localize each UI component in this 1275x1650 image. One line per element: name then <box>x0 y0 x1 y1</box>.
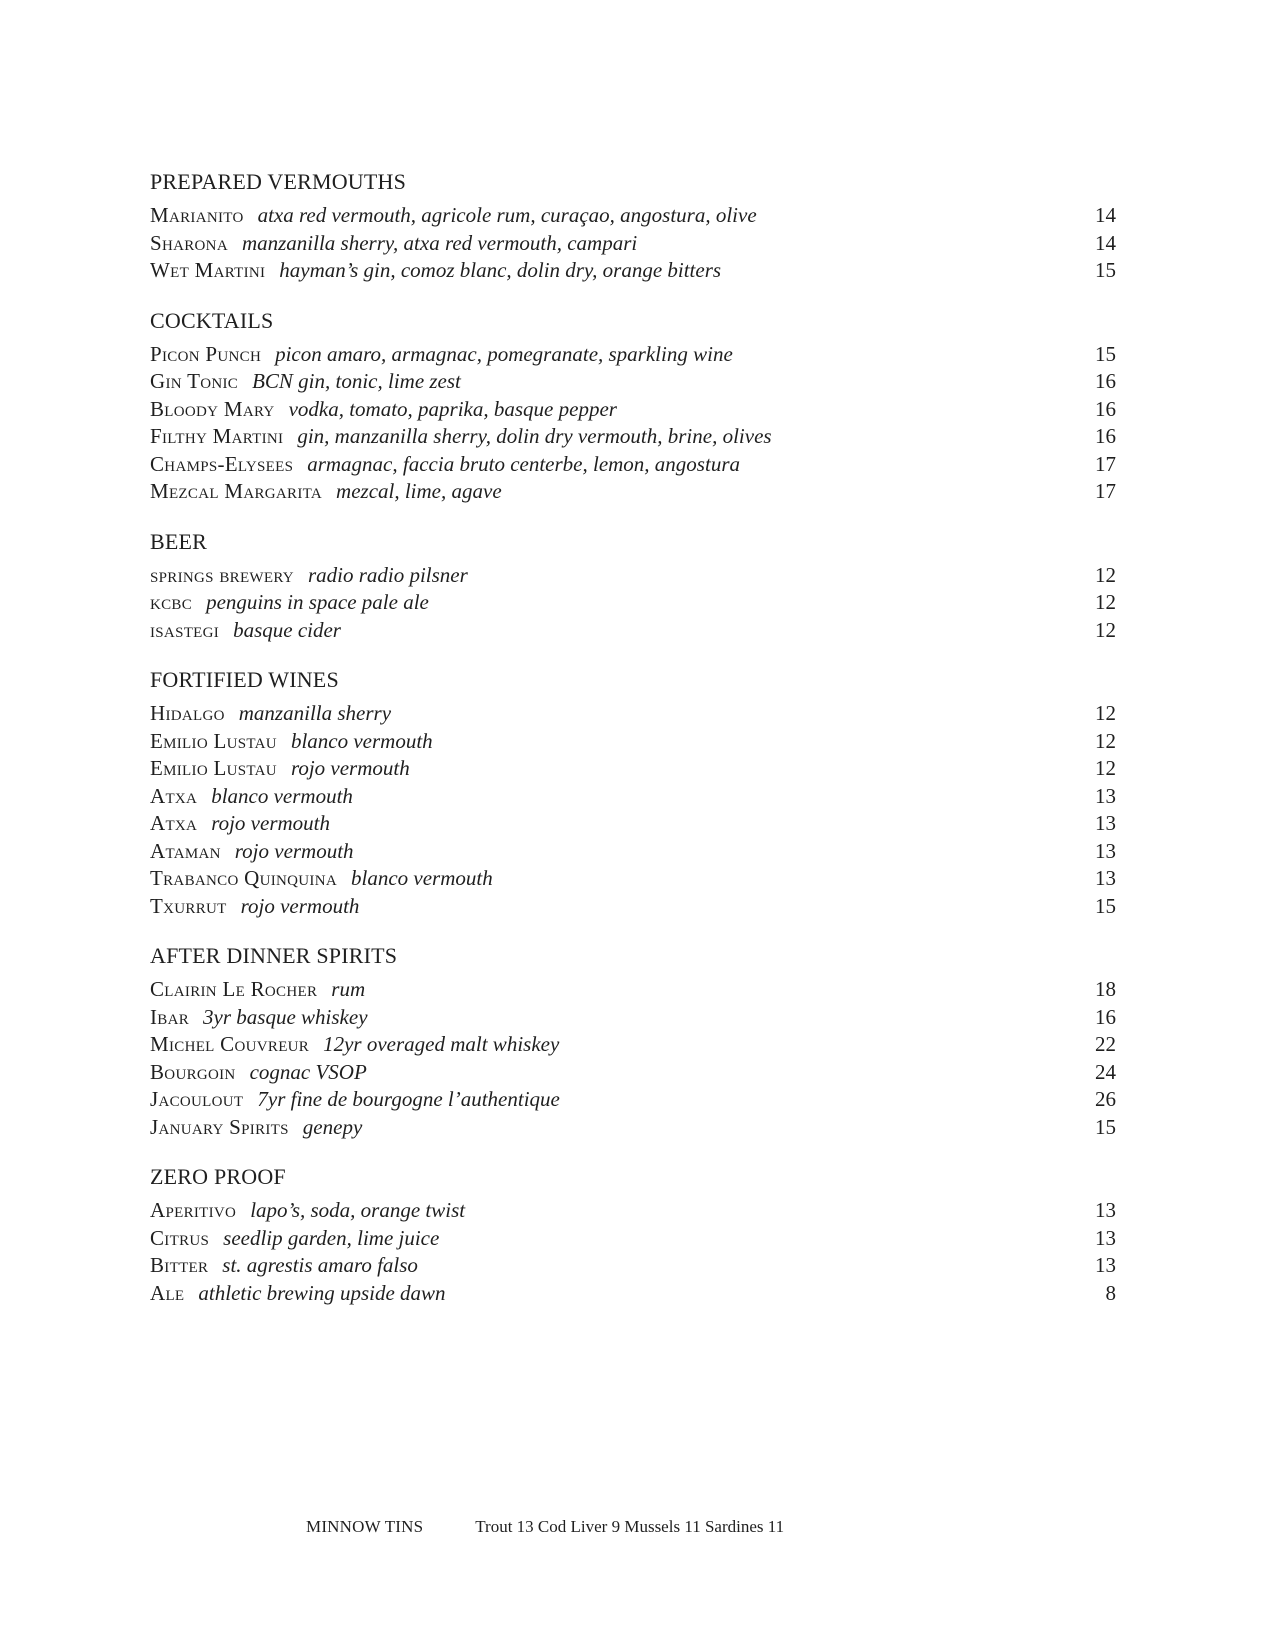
item-price: 12 <box>1095 590 1116 614</box>
item-name: Clairin Le Rocher <box>150 977 318 1001</box>
item-description: athletic brewing upside dawn <box>198 1280 446 1305</box>
menu-item <box>150 589 1116 617</box>
item-description: rojo vermouth <box>211 811 330 835</box>
menu-item <box>150 1059 1116 1087</box>
item-description: mezcal, lime, agave <box>336 479 502 503</box>
item-name: Sharona <box>150 230 228 255</box>
item-price: 16 <box>1095 369 1116 393</box>
section-title: FORTIFIED WINES <box>150 667 339 692</box>
section-after-dinner-spirits <box>150 942 1116 1141</box>
item-description: rum <box>331 977 366 1001</box>
menu <box>150 168 1116 1329</box>
item-name: January Spirits <box>150 1114 289 1139</box>
item-description: rojo vermouth <box>234 838 354 863</box>
item-name: Emilio Lustau <box>150 728 277 753</box>
item-description: vodka, tomato, paprika, basque pepper <box>288 396 617 421</box>
section-beer <box>150 528 1116 645</box>
item-description: hayman’s gin, comoz blanc, dolin dry, orange bitters <box>279 258 722 282</box>
menu-item <box>150 755 1116 783</box>
item-description: atxa red vermouth, agricole rum, curaçao, angostura, olive <box>257 203 757 227</box>
item-name: Hidalgo <box>150 701 225 725</box>
item-name: Aperitivo <box>150 1198 237 1222</box>
item-price: 14 <box>1095 230 1116 255</box>
item-price: 13 <box>1095 1225 1116 1250</box>
item-price: 15 <box>1095 258 1116 282</box>
item-price: 26 <box>1095 1087 1116 1111</box>
menu-item <box>150 1004 1116 1032</box>
item-description: st. agrestis amaro falso <box>222 1253 418 1277</box>
item-description: seedlip garden, lime juice <box>223 1225 440 1250</box>
item-description: blanco vermouth <box>211 783 353 808</box>
item-name: Ale <box>150 1280 185 1305</box>
item-price: 16 <box>1095 1004 1116 1029</box>
menu-item <box>150 728 1116 756</box>
menu-item <box>150 562 1116 590</box>
menu-item <box>150 1031 1116 1059</box>
item-name: springs brewery <box>150 562 294 587</box>
item-description: armagnac, faccia bruto centerbe, lemon, angostura <box>307 451 740 476</box>
item-price: 16 <box>1095 424 1116 448</box>
item-name: Atxa <box>150 811 198 835</box>
item-name: Trabanco Quinquina <box>150 866 337 890</box>
menu-item <box>150 257 1116 285</box>
item-description: radio radio pilsner <box>307 562 468 587</box>
item-price: 13 <box>1095 1198 1116 1222</box>
item-price: 12 <box>1095 756 1116 780</box>
item-description: gin, manzanilla sherry, dolin dry vermouth, brine, olives <box>297 424 772 448</box>
menu-item <box>150 865 1116 893</box>
item-name: Picon Punch <box>150 341 262 366</box>
item-name: Ataman <box>150 838 221 863</box>
section-title: COCKTAILS <box>150 307 274 333</box>
menu-item <box>150 700 1116 728</box>
item-description: lapo’s, soda, orange twist <box>250 1198 466 1222</box>
menu-item <box>150 783 1116 811</box>
item-price: 15 <box>1095 1114 1116 1139</box>
item-name: Bloody Mary <box>150 396 275 421</box>
item-price: 12 <box>1095 728 1116 753</box>
item-description: manzanilla sherry <box>238 701 392 725</box>
menu-item <box>150 1197 1116 1225</box>
menu-item <box>150 1114 1116 1142</box>
item-price: 12 <box>1095 701 1116 725</box>
item-description: penguins in space pale ale <box>206 590 429 614</box>
footer-title: MINNOW TINS <box>306 1517 424 1536</box>
footer-minnow-tins <box>306 1516 784 1538</box>
section-zero-proof <box>150 1163 1116 1307</box>
item-price: 12 <box>1095 617 1116 642</box>
menu-item <box>150 976 1116 1004</box>
menu-item <box>150 893 1116 921</box>
item-name: kcbc <box>150 590 193 614</box>
item-price: 16 <box>1095 396 1116 421</box>
menu-item <box>150 1252 1116 1280</box>
item-price: 8 <box>1105 1280 1116 1305</box>
section-prepared-vermouths <box>150 168 1116 285</box>
menu-item <box>150 202 1116 230</box>
section-title: AFTER DINNER SPIRITS <box>150 943 398 968</box>
item-name: Filthy Martini <box>150 424 284 448</box>
item-description: rojo vermouth <box>290 756 410 780</box>
item-name: Bourgoin <box>150 1059 236 1084</box>
item-description: rojo vermouth <box>240 893 360 918</box>
item-description: 7yr fine de bourgogne l’authentique <box>257 1087 560 1111</box>
item-name: Jacoulout <box>150 1087 244 1111</box>
item-name: Ibar <box>150 1004 190 1029</box>
item-price: 18 <box>1095 977 1116 1001</box>
menu-item <box>150 451 1116 479</box>
menu-item <box>150 838 1116 866</box>
section-title: BEER <box>150 528 208 554</box>
item-name: Mezcal Margarita <box>150 479 323 503</box>
item-description: blanco vermouth <box>290 728 433 753</box>
section-title: PREPARED VERMOUTHS <box>150 169 407 194</box>
item-name: Marianito <box>150 203 244 227</box>
item-description: cognac VSOP <box>249 1059 367 1084</box>
menu-item <box>150 423 1116 451</box>
item-price: 24 <box>1095 1059 1116 1084</box>
menu-item <box>150 1225 1116 1253</box>
item-price: 14 <box>1095 203 1116 227</box>
item-description: blanco vermouth <box>350 866 493 890</box>
item-price: 12 <box>1095 562 1116 587</box>
item-name: Gin Tonic <box>150 369 239 393</box>
item-price: 22 <box>1095 1032 1116 1056</box>
menu-item <box>150 368 1116 396</box>
item-description: 12yr overaged malt whiskey <box>323 1032 560 1056</box>
item-price: 13 <box>1095 866 1116 890</box>
item-price: 13 <box>1095 811 1116 835</box>
footer-items: Trout 13 Cod Liver 9 Mussels 11 Sardines 11 <box>475 1517 785 1536</box>
item-description: 3yr basque whiskey <box>203 1004 368 1029</box>
menu-item <box>150 396 1116 424</box>
item-name: Atxa <box>150 783 198 808</box>
item-price: 15 <box>1095 893 1116 918</box>
menu-item <box>150 810 1116 838</box>
item-name: Txurrut <box>150 893 227 918</box>
item-name: Wet Martini <box>150 258 266 282</box>
item-name: Champs-Elysees <box>150 451 294 476</box>
item-description: manzanilla sherry, atxa red vermouth, campari <box>241 230 638 255</box>
item-price: 13 <box>1095 1253 1116 1277</box>
menu-item <box>150 1086 1116 1114</box>
item-price: 15 <box>1095 341 1116 366</box>
item-description: basque cider <box>233 617 341 642</box>
menu-item <box>150 1280 1116 1308</box>
item-description: genepy <box>302 1114 363 1139</box>
item-description: picon amaro, armagnac, pomegranate, sparkling wine <box>275 341 733 366</box>
item-price: 17 <box>1095 451 1116 476</box>
item-name: isastegi <box>150 617 220 642</box>
menu-item <box>150 478 1116 506</box>
menu-item <box>150 230 1116 258</box>
item-name: Bitter <box>150 1253 209 1277</box>
menu-item <box>150 617 1116 645</box>
section-fortified-wines <box>150 666 1116 920</box>
section-cocktails <box>150 307 1116 506</box>
menu-item <box>150 341 1116 369</box>
item-name: Emilio Lustau <box>150 756 277 780</box>
item-price: 13 <box>1095 838 1116 863</box>
item-name: Michel Couvreur <box>150 1032 310 1056</box>
item-price: 13 <box>1095 783 1116 808</box>
item-description: BCN gin, tonic, lime zest <box>252 369 461 393</box>
item-price: 17 <box>1095 479 1116 503</box>
item-name: Citrus <box>150 1225 210 1250</box>
section-title: ZERO PROOF <box>150 1164 286 1189</box>
